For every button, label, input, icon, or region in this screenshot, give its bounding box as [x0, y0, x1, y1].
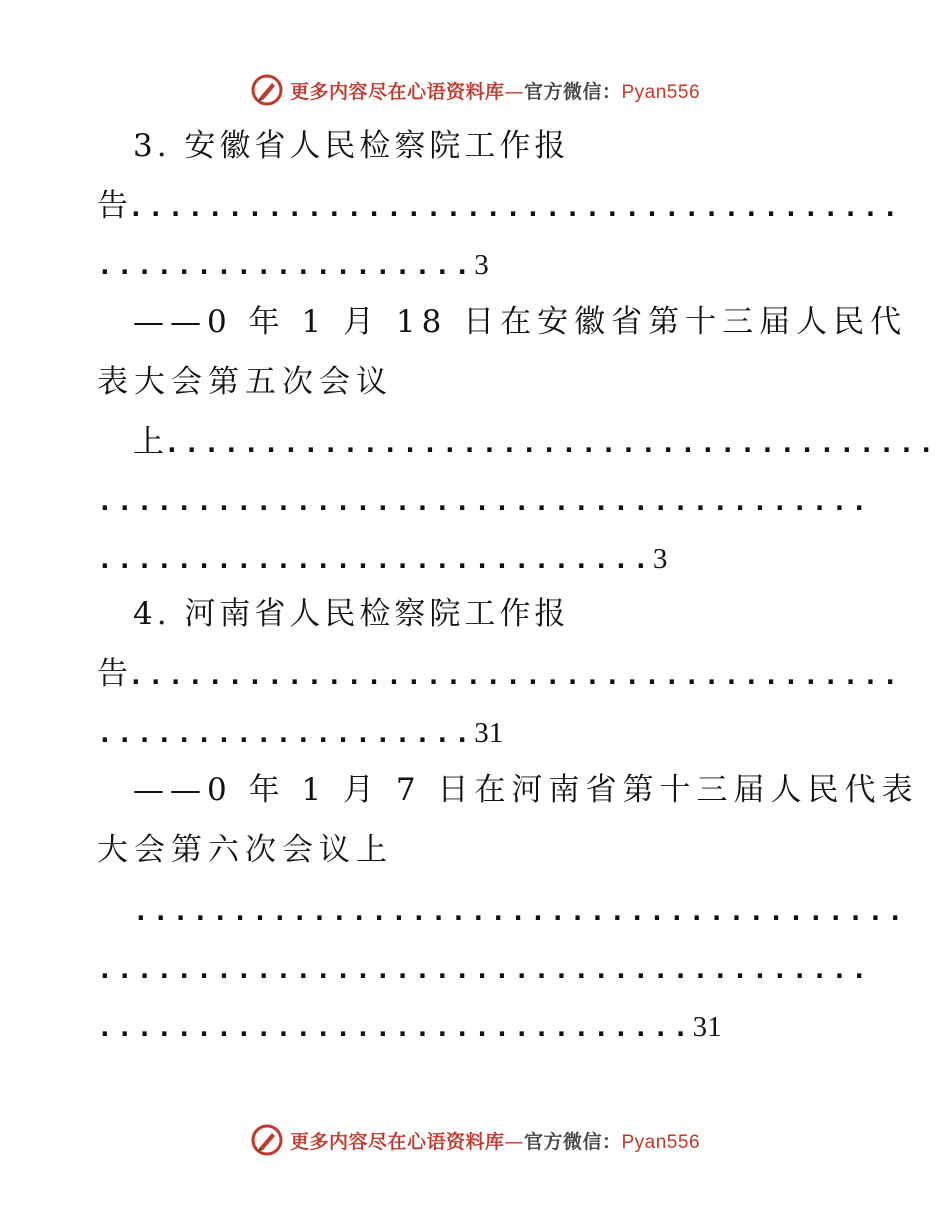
- toc-leader-dots: .......................................: [97, 955, 872, 985]
- pen-logo-icon: [250, 1123, 284, 1157]
- toc-leader-dots: ............................: [97, 545, 653, 575]
- toc-subtitle-line: 大会第六次会议上: [97, 832, 393, 868]
- toc-entry-title-tail-line: [97, 652, 902, 696]
- watermark-dash: —: [504, 1130, 524, 1153]
- toc-leader-dots: .......................................: [97, 487, 872, 517]
- toc-subtitle-line: ——0 年 1 月 7 日在河南省第十三届人民代表: [133, 772, 919, 808]
- toc-sub-leader-line: [133, 420, 938, 464]
- toc-page-number: 3: [652, 543, 668, 575]
- toc-sub-leader-line: [133, 888, 907, 932]
- toc-entry-title-tail: 告: [97, 188, 128, 224]
- toc-entry-title-tail: 告: [97, 656, 128, 692]
- toc-sub-leader-line: [97, 478, 871, 522]
- toc-leader-dots: .......................................: [128, 661, 903, 691]
- watermark-text: [290, 1127, 700, 1154]
- toc-sub-leader-line: [97, 1004, 722, 1048]
- toc-sub-leader-line: [97, 536, 667, 580]
- toc-entry-title: 3. 安徽省人民检察院工作报: [133, 128, 570, 164]
- toc-page-number: 31: [692, 1011, 722, 1043]
- toc-entry-title: 4. 河南省人民检察院工作报: [133, 596, 570, 632]
- watermark-wechat-id: Pyan556: [621, 1131, 701, 1153]
- toc-subtitle-line: ——0 年 1 月 18 日在安徽省第十三届人民代: [133, 304, 908, 340]
- watermark-dash: —: [504, 80, 524, 103]
- toc-sub-head: 上: [133, 424, 164, 460]
- toc-page-number: 3: [474, 249, 489, 281]
- watermark-library: 更多内容尽在心语资料库: [289, 80, 505, 103]
- toc-entry-title-tail-line: [97, 184, 902, 228]
- toc-sub-leader-line: [97, 946, 871, 990]
- toc-leader-dots: ..............................: [97, 1013, 693, 1043]
- watermark-official: 官方微信：: [523, 1130, 622, 1153]
- toc-leader-dots: ...................: [97, 719, 475, 749]
- toc-page-number: 31: [474, 717, 504, 749]
- watermark-library: 更多内容尽在心语资料库: [289, 1130, 505, 1153]
- toc-leader-dots: .......................................: [133, 897, 908, 927]
- toc-leader-dots: ...................: [97, 251, 475, 281]
- toc-leader-line: [97, 710, 503, 754]
- watermark-wechat-id: Pyan556: [621, 81, 701, 103]
- toc-leader-line: [97, 242, 489, 286]
- toc-subtitle-line: 表大会第五次会议: [97, 364, 393, 400]
- watermark-footer: [0, 1120, 950, 1160]
- toc-leader-dots: .......................................: [164, 429, 939, 459]
- toc-leader-dots: .......................................: [128, 193, 903, 223]
- watermark-official: 官方微信：: [523, 80, 622, 103]
